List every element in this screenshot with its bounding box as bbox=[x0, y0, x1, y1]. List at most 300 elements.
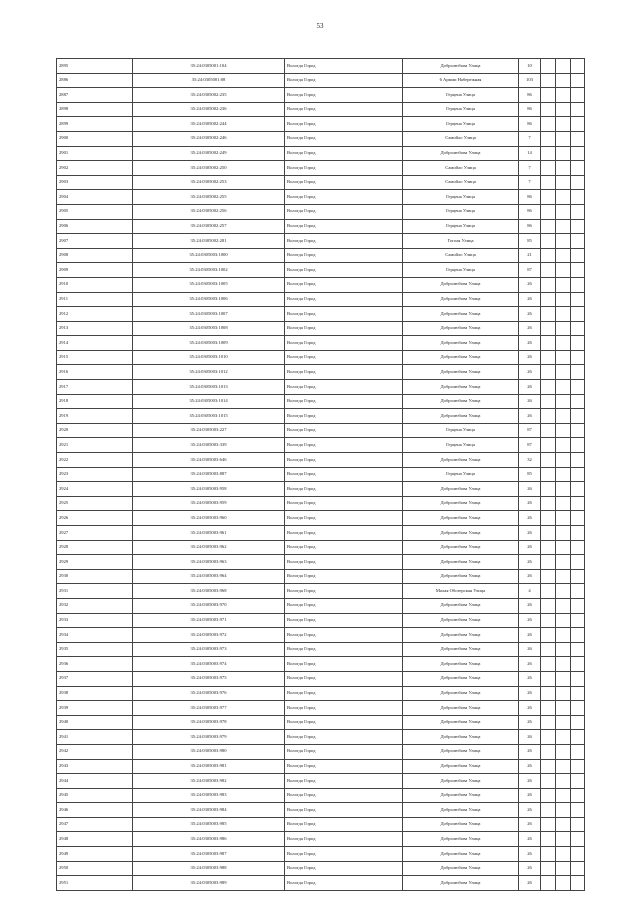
table-row bbox=[57, 234, 585, 249]
cadastral-number-cell: 35:24:0305003:1005 bbox=[133, 277, 285, 292]
table-row bbox=[57, 613, 585, 628]
empty-cell bbox=[541, 759, 556, 774]
empty-cell bbox=[541, 73, 556, 88]
house-number-cell: 4 bbox=[519, 584, 541, 599]
empty-cell bbox=[571, 788, 585, 803]
empty-cell bbox=[541, 394, 556, 409]
row-number-cell: 2900 bbox=[57, 131, 133, 146]
cadastral-number-cell: 35:24:0305003:1002 bbox=[133, 263, 285, 278]
empty-cell bbox=[556, 686, 571, 701]
empty-cell bbox=[571, 744, 585, 759]
table-row bbox=[57, 482, 585, 497]
house-number-cell: 26 bbox=[519, 482, 541, 497]
empty-cell bbox=[556, 190, 571, 205]
table-row bbox=[57, 248, 585, 263]
empty-cell bbox=[571, 248, 585, 263]
table-row bbox=[57, 788, 585, 803]
empty-cell bbox=[541, 671, 556, 686]
empty-cell bbox=[556, 380, 571, 395]
city-cell: Вологда Город bbox=[285, 511, 403, 526]
empty-cell bbox=[571, 102, 585, 117]
street-cell: Добролюбова Улица bbox=[403, 496, 519, 511]
table-row bbox=[57, 175, 585, 190]
empty-cell bbox=[556, 409, 571, 424]
street-cell: Добролюбова Улица bbox=[403, 394, 519, 409]
empty-cell bbox=[541, 423, 556, 438]
row-number-cell: 2921 bbox=[57, 438, 133, 453]
street-cell: Самойло Улица bbox=[403, 131, 519, 146]
empty-cell bbox=[556, 394, 571, 409]
empty-cell bbox=[541, 569, 556, 584]
city-cell: Вологда Город bbox=[285, 876, 403, 891]
empty-cell bbox=[571, 131, 585, 146]
empty-cell bbox=[571, 190, 585, 205]
empty-cell bbox=[541, 774, 556, 789]
empty-cell bbox=[541, 788, 556, 803]
house-number-cell: 21 bbox=[519, 248, 541, 263]
empty-cell bbox=[541, 730, 556, 745]
empty-cell bbox=[556, 350, 571, 365]
street-cell: Добролюбова Улица bbox=[403, 744, 519, 759]
cadastral-number-cell: 35:24:0305003:963 bbox=[133, 555, 285, 570]
cadastral-number-cell: 35:24:0305003:1010 bbox=[133, 350, 285, 365]
house-number-cell: 26 bbox=[519, 628, 541, 643]
cadastral-number-cell: 35:24:0305003:986 bbox=[133, 832, 285, 847]
street-cell: Добролюбова Улица bbox=[403, 628, 519, 643]
row-number-cell: 2908 bbox=[57, 248, 133, 263]
row-number-cell: 2932 bbox=[57, 598, 133, 613]
table-row bbox=[57, 292, 585, 307]
empty-cell bbox=[556, 555, 571, 570]
empty-cell bbox=[541, 438, 556, 453]
empty-cell bbox=[541, 526, 556, 541]
empty-cell bbox=[541, 453, 556, 468]
street-cell: Самойло Улица bbox=[403, 175, 519, 190]
empty-cell bbox=[556, 438, 571, 453]
street-cell: Добролюбова Улица bbox=[403, 307, 519, 322]
city-cell: Вологда Город bbox=[285, 861, 403, 876]
table-row bbox=[57, 161, 585, 176]
house-number-cell: 26 bbox=[519, 744, 541, 759]
city-cell: Вологда Город bbox=[285, 277, 403, 292]
house-number-cell: 86 bbox=[519, 204, 541, 219]
empty-cell bbox=[556, 102, 571, 117]
table-row bbox=[57, 657, 585, 672]
empty-cell bbox=[571, 336, 585, 351]
empty-cell bbox=[541, 598, 556, 613]
city-cell: Вологда Город bbox=[285, 555, 403, 570]
city-cell: Вологда Город bbox=[285, 540, 403, 555]
row-number-cell: 2919 bbox=[57, 409, 133, 424]
cadastral-number-cell: 35:24:0305003:985 bbox=[133, 817, 285, 832]
house-number-cell: 7 bbox=[519, 131, 541, 146]
table-row bbox=[57, 584, 585, 599]
city-cell: Вологда Город bbox=[285, 423, 403, 438]
street-cell: Добролюбова Улица bbox=[403, 292, 519, 307]
table-row bbox=[57, 555, 585, 570]
empty-cell bbox=[571, 803, 585, 818]
table-row bbox=[57, 307, 585, 322]
table-row bbox=[57, 438, 585, 453]
empty-cell bbox=[571, 277, 585, 292]
house-number-cell: 26 bbox=[519, 671, 541, 686]
empty-cell bbox=[556, 161, 571, 176]
registry-table bbox=[56, 58, 585, 891]
empty-cell bbox=[541, 657, 556, 672]
street-cell: Добролюбова Улица bbox=[403, 861, 519, 876]
street-cell: Добролюбова Улица bbox=[403, 482, 519, 497]
empty-cell bbox=[556, 423, 571, 438]
table-row bbox=[57, 774, 585, 789]
street-cell: Добролюбова Улица bbox=[403, 569, 519, 584]
empty-cell bbox=[571, 832, 585, 847]
city-cell: Вологда Город bbox=[285, 204, 403, 219]
street-cell: Добролюбова Улица bbox=[403, 817, 519, 832]
empty-cell bbox=[556, 744, 571, 759]
empty-cell bbox=[571, 613, 585, 628]
empty-cell bbox=[571, 263, 585, 278]
street-cell: Добролюбова Улица bbox=[403, 336, 519, 351]
cadastral-number-cell: 35:24:0305003:973 bbox=[133, 642, 285, 657]
empty-cell bbox=[541, 307, 556, 322]
city-cell: Вологда Город bbox=[285, 569, 403, 584]
empty-cell bbox=[556, 204, 571, 219]
house-number-cell: 26 bbox=[519, 569, 541, 584]
street-cell: Добролюбова Улица bbox=[403, 876, 519, 891]
house-number-cell: 26 bbox=[519, 307, 541, 322]
street-cell: Добролюбова Улица bbox=[403, 321, 519, 336]
table-row bbox=[57, 496, 585, 511]
cadastral-number-cell: 35:24:0305003:976 bbox=[133, 686, 285, 701]
empty-cell bbox=[571, 774, 585, 789]
row-number-cell: 2934 bbox=[57, 628, 133, 643]
empty-cell bbox=[556, 117, 571, 132]
cadastral-number-cell: 35:24:0305003:1006 bbox=[133, 292, 285, 307]
house-number-cell: 26 bbox=[519, 613, 541, 628]
cadastral-number-cell: 35:24:0305003:983 bbox=[133, 788, 285, 803]
empty-cell bbox=[541, 219, 556, 234]
row-number-cell: 2886 bbox=[57, 73, 133, 88]
city-cell: Вологда Город bbox=[285, 832, 403, 847]
table-row bbox=[57, 409, 585, 424]
empty-cell bbox=[571, 540, 585, 555]
row-number-cell: 2928 bbox=[57, 540, 133, 555]
row-number-cell: 2899 bbox=[57, 117, 133, 132]
cadastral-number-cell: 35:24:0305003:962 bbox=[133, 540, 285, 555]
city-cell: Вологда Город bbox=[285, 642, 403, 657]
empty-cell bbox=[556, 131, 571, 146]
table-row bbox=[57, 730, 585, 745]
cadastral-number-cell: 35:24:0305002:255 bbox=[133, 190, 285, 205]
empty-cell bbox=[556, 701, 571, 716]
table-row bbox=[57, 817, 585, 832]
page-number: 53 bbox=[316, 22, 324, 30]
row-number-cell: 2907 bbox=[57, 234, 133, 249]
cadastral-number-cell: 35:24:0305003:960 bbox=[133, 511, 285, 526]
row-number-cell: 2910 bbox=[57, 277, 133, 292]
street-cell: Добролюбова Улица bbox=[403, 365, 519, 380]
city-cell: Вологда Город bbox=[285, 219, 403, 234]
house-number-cell: 85 bbox=[519, 467, 541, 482]
table-row bbox=[57, 744, 585, 759]
house-number-cell: 86 bbox=[519, 88, 541, 103]
empty-cell bbox=[541, 642, 556, 657]
table-row bbox=[57, 117, 585, 132]
empty-cell bbox=[571, 701, 585, 716]
house-number-cell: 26 bbox=[519, 365, 541, 380]
empty-cell bbox=[571, 204, 585, 219]
empty-cell bbox=[556, 263, 571, 278]
city-cell: Вологда Город bbox=[285, 365, 403, 380]
house-number-cell: 26 bbox=[519, 803, 541, 818]
cadastral-number-cell: 35:24:0305003:981 bbox=[133, 759, 285, 774]
city-cell: Вологда Город bbox=[285, 788, 403, 803]
cadastral-number-cell: 35:24:0305003:971 bbox=[133, 613, 285, 628]
empty-cell bbox=[556, 59, 571, 74]
street-cell: Самойло Улица bbox=[403, 161, 519, 176]
empty-cell bbox=[556, 234, 571, 249]
row-number-cell: 2940 bbox=[57, 715, 133, 730]
cadastral-number-cell: 35:24:0305003:989 bbox=[133, 876, 285, 891]
table-row bbox=[57, 102, 585, 117]
house-number-cell: 26 bbox=[519, 540, 541, 555]
empty-cell bbox=[541, 102, 556, 117]
empty-cell bbox=[571, 847, 585, 862]
city-cell: Вологда Город bbox=[285, 161, 403, 176]
row-number-cell: 2939 bbox=[57, 701, 133, 716]
house-number-cell: 26 bbox=[519, 526, 541, 541]
empty-cell bbox=[571, 584, 585, 599]
cadastral-number-cell: 35:24:0305002:256 bbox=[133, 204, 285, 219]
cadastral-number-cell: 35:24:0305001:104 bbox=[133, 59, 285, 74]
empty-cell bbox=[571, 117, 585, 132]
empty-cell bbox=[571, 511, 585, 526]
empty-cell bbox=[541, 540, 556, 555]
row-number-cell: 2916 bbox=[57, 365, 133, 380]
table-row bbox=[57, 423, 585, 438]
table-row bbox=[57, 803, 585, 818]
empty-cell bbox=[571, 496, 585, 511]
empty-cell bbox=[571, 292, 585, 307]
row-number-cell: 2902 bbox=[57, 161, 133, 176]
table-row bbox=[57, 453, 585, 468]
house-number-cell: 103 bbox=[519, 73, 541, 88]
city-cell: Вологда Город bbox=[285, 292, 403, 307]
empty-cell bbox=[541, 146, 556, 161]
street-cell: Герцена Улица bbox=[403, 467, 519, 482]
city-cell: Вологда Город bbox=[285, 774, 403, 789]
street-cell: Добролюбова Улица bbox=[403, 598, 519, 613]
cadastral-number-cell: 35:24:0305003:227 bbox=[133, 423, 285, 438]
empty-cell bbox=[571, 146, 585, 161]
cadastral-number-cell: 35:24:0305003:988 bbox=[133, 861, 285, 876]
cadastral-number-cell: 35:24:0305003:887 bbox=[133, 467, 285, 482]
street-cell: Герцена Улица bbox=[403, 263, 519, 278]
empty-cell bbox=[541, 511, 556, 526]
table-row bbox=[57, 350, 585, 365]
city-cell: Вологда Город bbox=[285, 102, 403, 117]
cadastral-number-cell: 35:24:0305002:250 bbox=[133, 161, 285, 176]
empty-cell bbox=[571, 321, 585, 336]
empty-cell bbox=[571, 730, 585, 745]
empty-cell bbox=[541, 380, 556, 395]
house-number-cell: 87 bbox=[519, 263, 541, 278]
house-number-cell: 7 bbox=[519, 161, 541, 176]
street-cell: Добролюбова Улица bbox=[403, 657, 519, 672]
street-cell: Герцена Улица bbox=[403, 219, 519, 234]
house-number-cell: 86 bbox=[519, 102, 541, 117]
table-row bbox=[57, 847, 585, 862]
street-cell: Добролюбова Улица bbox=[403, 803, 519, 818]
row-number-cell: 2912 bbox=[57, 307, 133, 322]
cadastral-number-cell: 35:24:0305003:980 bbox=[133, 744, 285, 759]
table-row bbox=[57, 671, 585, 686]
street-cell: Герцена Улица bbox=[403, 102, 519, 117]
cadastral-number-cell: 35:24:0305003:1000 bbox=[133, 248, 285, 263]
house-number-cell: 26 bbox=[519, 774, 541, 789]
city-cell: Вологда Город bbox=[285, 671, 403, 686]
house-number-cell: 85 bbox=[519, 234, 541, 249]
empty-cell bbox=[556, 511, 571, 526]
cadastral-number-cell: 35:24:0305003:1012 bbox=[133, 365, 285, 380]
street-cell: Добролюбова Улица bbox=[403, 759, 519, 774]
city-cell: Вологда Город bbox=[285, 453, 403, 468]
street-cell: Герцена Улица bbox=[403, 438, 519, 453]
empty-cell bbox=[556, 248, 571, 263]
row-number-cell: 2903 bbox=[57, 175, 133, 190]
cadastral-number-cell: 35:24:0305002:257 bbox=[133, 219, 285, 234]
house-number-cell: 26 bbox=[519, 817, 541, 832]
row-number-cell: 2927 bbox=[57, 526, 133, 541]
empty-cell bbox=[556, 569, 571, 584]
row-number-cell: 2923 bbox=[57, 467, 133, 482]
empty-cell bbox=[541, 277, 556, 292]
house-number-cell: 26 bbox=[519, 555, 541, 570]
empty-cell bbox=[571, 628, 585, 643]
empty-cell bbox=[571, 817, 585, 832]
empty-cell bbox=[556, 847, 571, 862]
empty-cell bbox=[556, 321, 571, 336]
cadastral-number-cell: 35:24:0305003:972 bbox=[133, 628, 285, 643]
row-number-cell: 2914 bbox=[57, 336, 133, 351]
empty-cell bbox=[556, 175, 571, 190]
empty-cell bbox=[556, 73, 571, 88]
street-cell: Добролюбова Улица bbox=[403, 453, 519, 468]
empty-cell bbox=[571, 219, 585, 234]
house-number-cell: 26 bbox=[519, 730, 541, 745]
empty-cell bbox=[556, 759, 571, 774]
table-row bbox=[57, 511, 585, 526]
cadastral-number-cell: 35:24:0305002:281 bbox=[133, 234, 285, 249]
row-number-cell: 2901 bbox=[57, 146, 133, 161]
cadastral-number-cell: 35:24:0305003:978 bbox=[133, 715, 285, 730]
cadastral-number-cell: 35:24:0305003:982 bbox=[133, 774, 285, 789]
table-row bbox=[57, 686, 585, 701]
empty-cell bbox=[541, 584, 556, 599]
empty-cell bbox=[541, 817, 556, 832]
house-number-cell: 86 bbox=[519, 219, 541, 234]
street-cell: Герцена Улица bbox=[403, 190, 519, 205]
city-cell: Вологда Город bbox=[285, 380, 403, 395]
empty-cell bbox=[556, 832, 571, 847]
street-cell: Добролюбова Улица bbox=[403, 555, 519, 570]
empty-cell bbox=[541, 832, 556, 847]
empty-cell bbox=[541, 847, 556, 862]
row-number-cell: 2947 bbox=[57, 817, 133, 832]
empty-cell bbox=[571, 467, 585, 482]
house-number-cell: 26 bbox=[519, 847, 541, 862]
empty-cell bbox=[541, 555, 556, 570]
house-number-cell: 26 bbox=[519, 759, 541, 774]
empty-cell bbox=[541, 263, 556, 278]
cadastral-number-cell: 35:24:0305002:244 bbox=[133, 117, 285, 132]
cadastral-number-cell: 35:24:0305003:1014 bbox=[133, 394, 285, 409]
empty-cell bbox=[571, 73, 585, 88]
city-cell: Вологда Город bbox=[285, 263, 403, 278]
empty-cell bbox=[556, 88, 571, 103]
empty-cell bbox=[541, 613, 556, 628]
empty-cell bbox=[541, 190, 556, 205]
empty-cell bbox=[541, 117, 556, 132]
row-number-cell: 2917 bbox=[57, 380, 133, 395]
house-number-cell: 26 bbox=[519, 496, 541, 511]
row-number-cell: 2925 bbox=[57, 496, 133, 511]
city-cell: Вологда Город bbox=[285, 628, 403, 643]
empty-cell bbox=[571, 234, 585, 249]
cadastral-number-cell: 35:24:0305003:1015 bbox=[133, 409, 285, 424]
empty-cell bbox=[556, 496, 571, 511]
empty-cell bbox=[571, 307, 585, 322]
empty-cell bbox=[556, 598, 571, 613]
cadastral-number-cell: 35:24:0305003:961 bbox=[133, 526, 285, 541]
table-row bbox=[57, 190, 585, 205]
house-number-cell: 26 bbox=[519, 380, 541, 395]
cadastral-number-cell: 35:24:0305003:959 bbox=[133, 496, 285, 511]
street-cell: Добролюбова Улица bbox=[403, 774, 519, 789]
row-number-cell: 2906 bbox=[57, 219, 133, 234]
empty-cell bbox=[556, 657, 571, 672]
cadastral-number-cell: 35:24:0305003:339 bbox=[133, 438, 285, 453]
house-number-cell: 26 bbox=[519, 277, 541, 292]
street-cell: Гоголя Улица bbox=[403, 234, 519, 249]
row-number-cell: 2944 bbox=[57, 774, 133, 789]
street-cell: Добролюбова Улица bbox=[403, 277, 519, 292]
house-number-cell: 26 bbox=[519, 292, 541, 307]
row-number-cell: 2951 bbox=[57, 876, 133, 891]
street-cell: Герцена Улица bbox=[403, 88, 519, 103]
empty-cell bbox=[571, 759, 585, 774]
empty-cell bbox=[541, 336, 556, 351]
city-cell: Вологда Город bbox=[285, 759, 403, 774]
street-cell: Малая Обозерская Улица bbox=[403, 584, 519, 599]
row-number-cell: 2941 bbox=[57, 730, 133, 745]
empty-cell bbox=[541, 292, 556, 307]
table-row bbox=[57, 715, 585, 730]
empty-cell bbox=[556, 365, 571, 380]
table-row bbox=[57, 540, 585, 555]
street-cell: Добролюбова Улица bbox=[403, 832, 519, 847]
empty-cell bbox=[541, 467, 556, 482]
empty-cell bbox=[556, 715, 571, 730]
row-number-cell: 2945 bbox=[57, 788, 133, 803]
table-row bbox=[57, 598, 585, 613]
street-cell: Добролюбова Улица bbox=[403, 613, 519, 628]
house-number-cell: 32 bbox=[519, 453, 541, 468]
empty-cell bbox=[571, 365, 585, 380]
empty-cell bbox=[571, 59, 585, 74]
city-cell: Вологда Город bbox=[285, 715, 403, 730]
table-row bbox=[57, 832, 585, 847]
